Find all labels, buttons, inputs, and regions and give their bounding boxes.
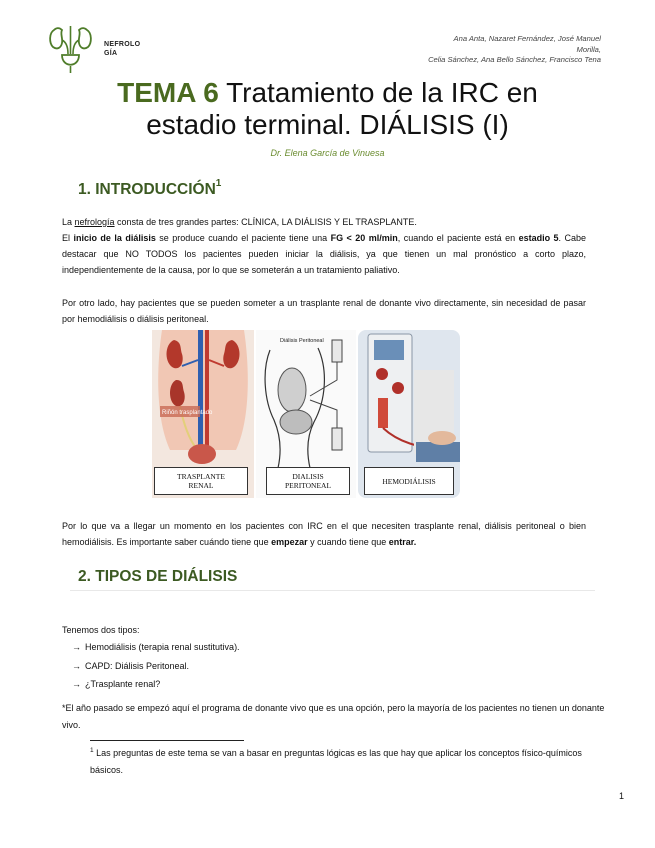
types-intro: Tenemos dos tipos: [62,625,140,635]
living-donor-note: *El año pasado se empezó aquí el programa de donante vivo que es una opción, pero la mayoría de los pacientes no tienen un donante vivo. [62,703,605,730]
p2-inicio-dialisis: inicio de la diálisis [73,233,156,243]
p1-text-c: consta de tres grandes partes: CLÍNICA, LA DIÁLISIS Y EL TRASPLANTE. [114,217,417,227]
list-item [72,675,240,694]
paragraph-2 [62,230,586,278]
p4-entrar: entrar. [388,537,417,548]
paragraph-1 [62,214,586,230]
footnote [90,742,590,779]
arrow-icon: → [72,679,81,689]
dialysis-types-list [72,638,240,694]
title-line2: estadio terminal. DIÁLISIS (I) [146,109,509,140]
figure-label-hemodialysis [364,467,454,495]
figure-panel-transplant [152,330,254,498]
label2-line1: DIALISIS [292,472,324,481]
arrow-icon: → [72,660,81,671]
p2-text-a: El [62,233,74,243]
footnote-separator [90,740,244,741]
list-item [72,657,240,676]
p2-text-e: , cuando el paciente está en [397,233,519,243]
figure-label-peritoneal [266,467,350,495]
list-item-text: ¿Trasplante renal? [85,679,161,689]
authors-line2: Morilla, [576,44,601,54]
p4-text-a: Por lo que va a llegar un momento en los pacientes con IRC en el que necesiten trasplante renal, diálisis peritoneal o bien hemodiálisis. Es importante saber cuándo tiene que [62,521,586,548]
footnote-ref[interactable]: 1 [215,178,222,189]
label3: HEMODIÁLISIS [382,476,436,486]
lecturer-name: Dr. Elena García de Vinuesa [270,148,385,158]
figure-label-transplant [154,467,248,495]
list-item [72,638,240,657]
footnote-text: Las preguntas de este tema se van a basar en preguntas lógicas es las que hay que aplicar los conceptos físico-químicos básicos. [90,748,582,775]
page-title [60,77,595,141]
page-number: 1 [619,791,625,801]
arrow-icon: → [72,642,81,652]
label1-line1: TRASPLANTE [177,472,225,481]
logo-text-line2: GÍA [104,50,118,57]
logo-text [104,40,140,58]
title-tema: TEMA 6 [117,77,219,108]
footnote-marker: 1 [90,747,94,754]
p2-text-c: se produce cuando el paciente tiene una [155,233,331,243]
list-item-text: Hemodiálisis (terapia renal sustitutiva). [85,642,240,652]
label2-line2: PERITONEAL [284,481,332,490]
paragraph-3: Por otro lado, hay pacientes que se pueden someter a un trasplante renal de donante vivo directamente, sin necesidad de pasar por hemodiálisis o diálisis peritoneal. [62,298,586,325]
p1-nefrologia: nefrología [74,217,115,227]
heading-intro-text: 1. INTRODUCCIÓN [78,181,216,199]
figure-inner-label-transplant: Riñón trasplantado [162,410,213,416]
title-line1: Tratamiento de la IRC en [218,77,538,108]
logo-text-line1: NEFROLO [104,41,141,48]
treatment-figure [152,330,460,498]
p1-text-a: La [62,217,75,227]
authors-line1: Ana Anta, Nazaret Fernández, José Manuel [453,34,601,43]
label1-line2: RENAL [188,481,214,490]
p2-text-g: . Cabe destacar que NO TODOS los pacientes pueden iniciar la diálisis, ya que tienen un mal pronóstico a corto plazo, independientemente de la causa, por lo que se someterán a un tratamiento paliativo. [62,233,587,276]
kidney-logo-icon [48,24,93,74]
figure-inner-label-dp: Diálisis Peritoneal [280,338,324,344]
list-item-text: CAPD: Diálisis Peritoneal. [85,660,190,671]
heading-divider [70,590,595,591]
section-heading-intro [78,180,221,199]
p4-text-c: y cuando tiene que [307,537,389,548]
section-heading-tipos: 2. TIPOS DE DIÁLISIS [78,568,238,585]
p2-estadio: estadio 5 [518,233,559,243]
p4-empezar: empezar [271,537,308,548]
paragraph-4 [62,518,586,550]
p2-fg-threshold: FG < 20 ml/min [330,233,398,243]
figure-panel-hemodialysis [358,330,460,498]
authors-block [341,34,601,66]
authors-line3: Celia Sánchez, Ana Bello Sánchez, Francisco Tena [428,55,601,64]
figure-panel-peritoneal [256,330,356,498]
